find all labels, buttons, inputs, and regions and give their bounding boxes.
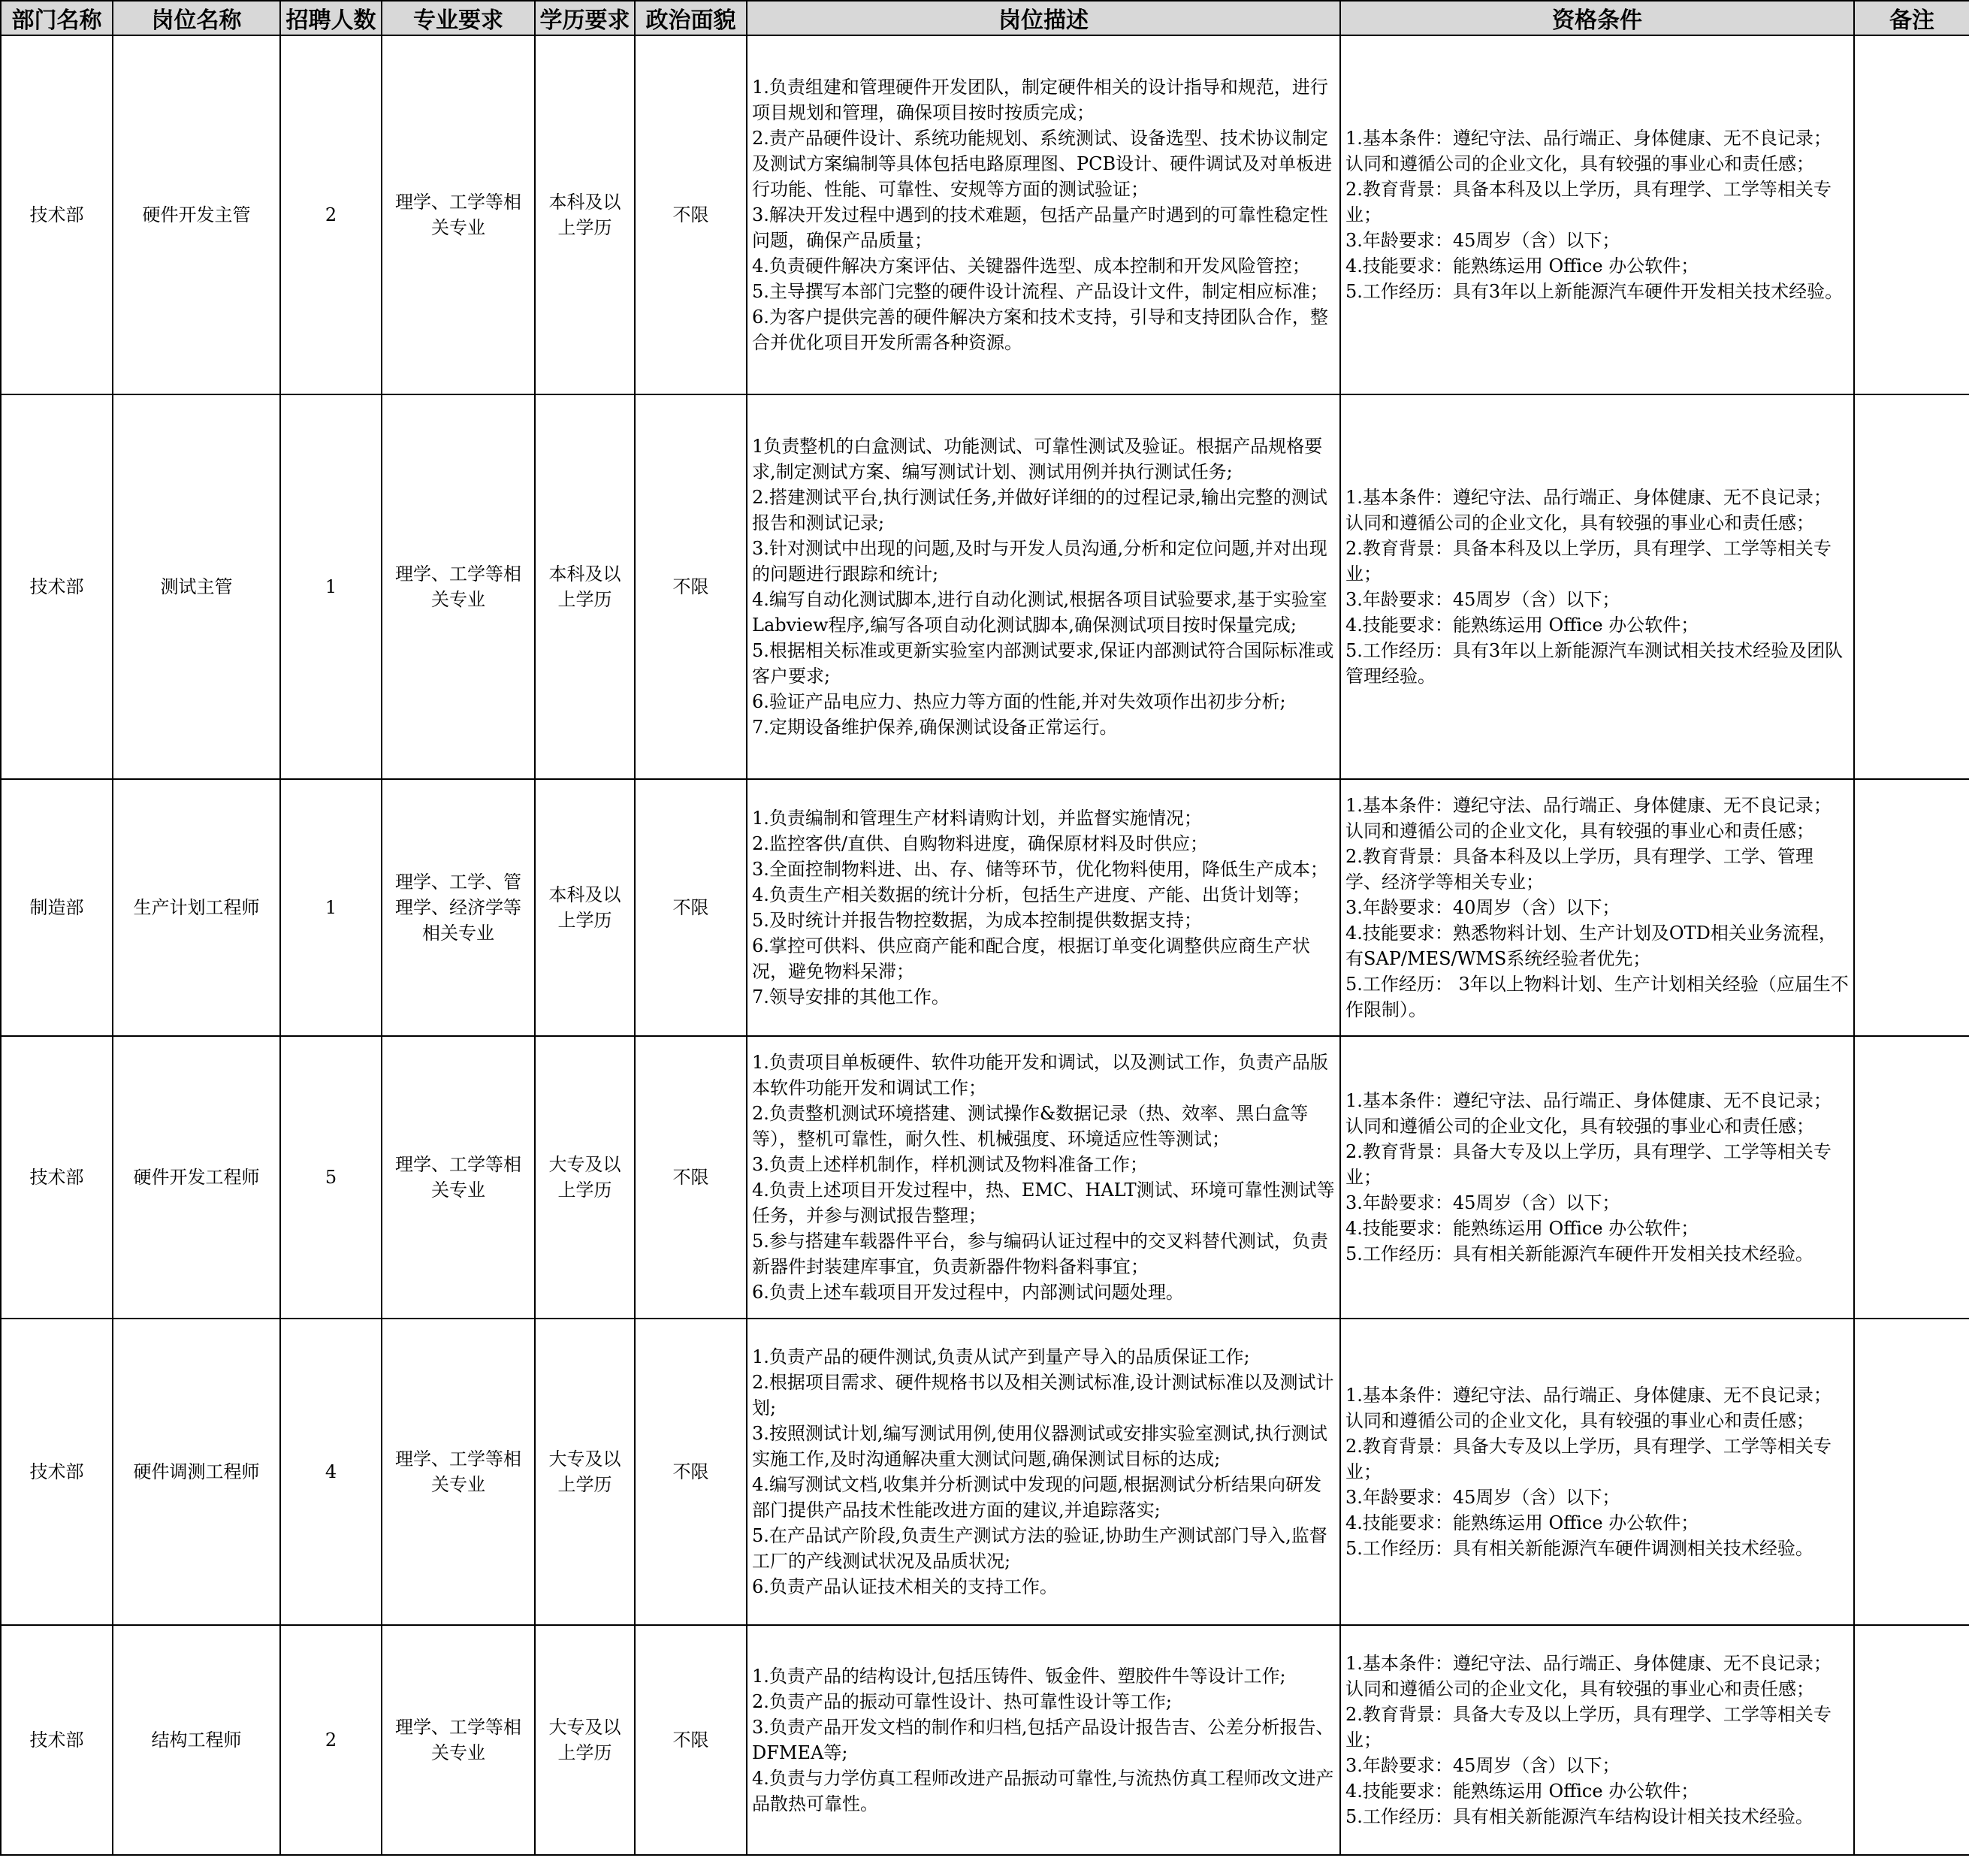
qualification-line: 1.基本条件：遵纪守法、品行端正、身体健康、无不良记录；认同和遵循公司的企业文化，具有较强的事业心和责任感；	[1345, 1090, 1832, 1137]
description-line: 6.验证产品电应力、热应力等方面的性能,并对失效项作出初步分析;	[752, 691, 1286, 712]
major-cell: 理学、工学等相关专业	[382, 1625, 535, 1855]
table-row	[1, 35, 1969, 394]
major-cell: 理学、工学等相关专业	[382, 35, 535, 394]
description-line: 5.根据相关标准或更新实验室内部测试要求,保证内部测试符合国际标准或客户要求;	[752, 640, 1334, 687]
description-line: 3.全面控制物料进、出、存、储等环节，优化物料使用，降低生产成本；	[752, 859, 1328, 880]
headcount-cell: 4	[280, 1319, 382, 1625]
education-cell: 大专及以上学历	[535, 1625, 635, 1855]
description-line: 7.领导安排的其他工作。	[752, 986, 950, 1007]
political-cell: 不限	[635, 394, 747, 779]
description-line: 3.解决开发过程中遇到的技术难题，包括产品量产时遇到的可靠性稳定性问题，确保产品质量；	[752, 204, 1328, 251]
political-cell: 不限	[635, 35, 747, 394]
qualification-line: 4.技能要求：能熟练运用 Office 办公软件；	[1345, 1781, 1699, 1802]
description-cell	[747, 779, 1340, 1036]
header-department: 部门名称	[1, 1, 113, 35]
qualification-line: 2.教育背景：具备大专及以上学历，具有理学、工学等相关专业；	[1345, 1436, 1832, 1482]
department-cell: 技术部	[1, 1036, 113, 1319]
remark-cell	[1854, 779, 1969, 1036]
qualification-line: 1.基本条件：遵纪守法、品行端正、身体健康、无不良记录；认同和遵循公司的企业文化，具有较强的事业心和责任感；	[1345, 795, 1832, 841]
political-cell: 不限	[635, 1036, 747, 1319]
headcount-cell: 2	[280, 35, 382, 394]
table-row	[1, 779, 1969, 1036]
description-cell	[747, 1319, 1340, 1625]
qualification-line: 3.年龄要求：45周岁（含）以下；	[1345, 1487, 1620, 1508]
qualifications-cell	[1340, 35, 1854, 394]
qualification-line: 2.教育背景：具备本科及以上学历，具有理学、工学等相关专业；	[1345, 179, 1832, 225]
description-line: 5.参与搭建车载器件平台，参与编码认证过程中的交叉料替代测试，负责新器件封装建库事宜，负责新器件物料备料事宜；	[752, 1231, 1328, 1277]
education-cell: 本科及以上学历	[535, 35, 635, 394]
qualifications-cell	[1340, 1036, 1854, 1319]
education-cell: 本科及以上学历	[535, 394, 635, 779]
description-line: 3.按照测试计划,编写测试用例,使用仪器测试或安排实验室测试,执行测试实施工作,及时沟通解决重大测试问题,确保测试目标的达成;	[752, 1423, 1327, 1470]
department-cell: 技术部	[1, 394, 113, 779]
qualifications-cell	[1340, 394, 1854, 779]
description-line: 4.负责生产相关数据的统计分析，包括生产进度、产能、出货计划等；	[752, 884, 1310, 905]
description-line: 2.负责整机测试环境搭建、测试操作&数据记录（热、效率、黑白盒等等），整机可靠性，耐久性、机械强度、环境适应性等测试；	[752, 1103, 1309, 1149]
qualification-line: 3.年龄要求：45周岁（含）以下；	[1345, 230, 1620, 251]
header-row	[1, 1, 1969, 35]
qualification-line: 1.基本条件：遵纪守法、品行端正、身体健康、无不良记录；认同和遵循公司的企业文化，具有较强的事业心和责任感；	[1345, 128, 1832, 174]
qualification-line: 4.技能要求：能熟练运用 Office 办公软件；	[1345, 255, 1699, 276]
education-cell: 本科及以上学历	[535, 779, 635, 1036]
header-remark: 备注	[1854, 1, 1969, 35]
description-line: 1负责整机的白盒测试、功能测试、可靠性测试及验证。根据产品规格要求,制定测试方案、编写测试计划、测试用例并执行测试任务;	[752, 436, 1323, 482]
description-line: 2.监控客供/直供、自购物料进度，确保原材料及时供应；	[752, 833, 1208, 854]
qualification-line: 4.技能要求：能熟练运用 Office 办公软件；	[1345, 615, 1699, 636]
major-cell: 理学、工学等相关专业	[382, 1319, 535, 1625]
description-line: 3.针对测试中出现的问题,及时与开发人员沟通,分析和定位问题,并对出现的问题进行跟踪和统计;	[752, 538, 1327, 585]
description-line: 7.定期设备维护保养,确保测试设备正常运行。	[752, 717, 1118, 738]
position-cell: 硬件开发工程师	[113, 1036, 280, 1319]
headcount-cell: 1	[280, 779, 382, 1036]
qualification-line: 5.工作经历：具有3年以上新能源汽车测试相关技术经验及团队管理经验。	[1345, 640, 1844, 687]
description-line: 5.主导撰写本部门完整的硬件设计流程、产品设计文件，制定相应标准；	[752, 281, 1328, 302]
header-position: 岗位名称	[113, 1, 280, 35]
qualification-line: 4.技能要求：能熟练运用 Office 办公软件；	[1345, 1512, 1699, 1533]
description-line: 1.负责产品的硬件测试,负责从试产到量产导入的品质保证工作;	[752, 1346, 1250, 1367]
description-line: 2.根据项目需求、硬件规格书以及相关测试标准,设计测试标准以及测试计划;	[752, 1372, 1334, 1418]
qualifications-cell	[1340, 779, 1854, 1036]
qualification-line: 3.年龄要求：45周岁（含）以下；	[1345, 589, 1620, 610]
description-cell	[747, 394, 1340, 779]
header-qualifications: 资格条件	[1340, 1, 1854, 35]
political-cell: 不限	[635, 1319, 747, 1625]
position-cell: 结构工程师	[113, 1625, 280, 1855]
department-cell: 技术部	[1, 1625, 113, 1855]
remark-cell	[1854, 35, 1969, 394]
description-line: 3.负责上述样机制作，样机测试及物料准备工作；	[752, 1154, 1148, 1175]
position-cell: 生产计划工程师	[113, 779, 280, 1036]
description-line: 6.为客户提供完善的硬件解决方案和技术支持，引导和支持团队合作，整合并优化项目开发所需各种资源。	[752, 307, 1328, 353]
major-cell: 理学、工学等相关专业	[382, 1036, 535, 1319]
description-line: 6.掌控可供料、供应商产能和配合度，根据订单变化调整供应商生产状况，避免物料呆滞；	[752, 935, 1310, 982]
description-line: 2.负责产品的振动可靠性设计、热可靠性设计等工作;	[752, 1691, 1172, 1712]
qualification-line: 2.教育背景：具备大专及以上学历，具有理学、工学等相关专业；	[1345, 1141, 1832, 1188]
description-line: 4.负责硬件解决方案评估、关键器件选型、成本控制和开发风险管控；	[752, 255, 1310, 276]
qualification-line: 5.工作经历：具有相关新能源汽车硬件调测相关技术经验。	[1345, 1538, 1813, 1559]
header-major: 专业要求	[382, 1, 535, 35]
header-political: 政治面貌	[635, 1, 747, 35]
qualifications-cell	[1340, 1319, 1854, 1625]
table-row	[1, 394, 1969, 779]
remark-cell	[1854, 1319, 1969, 1625]
description-cell	[747, 1036, 1340, 1319]
description-line: 4.编写自动化测试脚本,进行自动化测试,根据各项目试验要求,基于实验室Labview程序,编写各项自动化测试脚本,确保测试项目按时保量完成;	[752, 589, 1327, 636]
header-description: 岗位描述	[747, 1, 1340, 35]
description-line: 4.负责上述项目开发过程中，热、EMC、HALT测试、环境可靠性测试等任务，并参与测试报告整理；	[752, 1180, 1335, 1226]
table-row	[1, 1625, 1969, 1855]
qualification-line: 2.教育背景：具备大专及以上学历，具有理学、工学等相关专业；	[1345, 1704, 1832, 1751]
qualification-line: 3.年龄要求：45周岁（含）以下；	[1345, 1755, 1620, 1776]
qualification-line: 5.工作经历：具有3年以上新能源汽车硬件开发相关技术经验。	[1345, 281, 1844, 302]
description-line: 1.负责产品的结构设计,包括压铸件、钣金件、塑胶件牛等设计工作;	[752, 1666, 1286, 1687]
table-row	[1, 1319, 1969, 1625]
department-cell: 技术部	[1, 35, 113, 394]
header-education: 学历要求	[535, 1, 635, 35]
qualification-line: 4.技能要求：能熟练运用 Office 办公软件；	[1345, 1218, 1699, 1239]
headcount-cell: 5	[280, 1036, 382, 1319]
description-line: 3.负责产品开发文档的制作和归档,包括产品设计报告吉、公差分析报告、DFMEA等;	[752, 1717, 1334, 1763]
qualification-line: 2.教育背景：具备本科及以上学历，具有理学、工学、管理学、经济学等相关专业；	[1345, 846, 1813, 893]
description-line: 2.责产品硬件设计、系统功能规划、系统测试、设备选型、技术协议制定及测试方案编制等具体包括电路原理图、PCB设计、硬件调试及对单板进行功能、性能、可靠性、安规等方面的测试验证；	[752, 128, 1333, 200]
qualification-line: 1.基本条件：遵纪守法、品行端正、身体健康、无不良记录；认同和遵循公司的企业文化，具有较强的事业心和责任感；	[1345, 487, 1832, 533]
qualification-line: 1.基本条件：遵纪守法、品行端正、身体健康、无不良记录；认同和遵循公司的企业文化，具有较强的事业心和责任感；	[1345, 1385, 1832, 1431]
remark-cell	[1854, 394, 1969, 779]
qualification-line: 4.技能要求：熟悉物料计划、生产计划及OTD相关业务流程，有SAP/MES/WMS系统经验者优先；	[1345, 923, 1837, 969]
position-cell: 测试主管	[113, 394, 280, 779]
description-line: 5.在产品试产阶段,负责生产测试方法的验证,协助生产测试部门导入,监督工厂的产线测试状况及品质状况;	[752, 1525, 1327, 1572]
position-cell: 硬件开发主管	[113, 35, 280, 394]
description-line: 2.搭建测试平台,执行测试任务,并做好详细的的过程记录,输出完整的测试报告和测试记录;	[752, 487, 1327, 533]
qualification-line: 5.工作经历：具有相关新能源汽车结构设计相关技术经验。	[1345, 1806, 1813, 1827]
major-cell: 理学、工学等相关专业	[382, 394, 535, 779]
qualification-line: 5.工作经历： 3年以上物料计划、生产计划相关经验（应届生不作限制）。	[1345, 974, 1849, 1020]
description-line: 6.负责产品认证技术相关的支持工作。	[752, 1576, 1058, 1597]
description-line: 5.及时统计并报告物控数据，为成本控制提供数据支持；	[752, 910, 1202, 931]
qualifications-cell	[1340, 1625, 1854, 1855]
department-cell: 技术部	[1, 1319, 113, 1625]
remark-cell	[1854, 1036, 1969, 1319]
qualification-line: 1.基本条件：遵纪守法、品行端正、身体健康、无不良记录；认同和遵循公司的企业文化，具有较强的事业心和责任感；	[1345, 1653, 1832, 1699]
description-line: 1.负责项目单板硬件、软件功能开发和调试，以及测试工作，负责产品版本软件功能开发和调试工作；	[752, 1052, 1328, 1098]
position-cell: 硬件调测工程师	[113, 1319, 280, 1625]
header-headcount: 招聘人数	[280, 1, 382, 35]
description-line: 4.编写测试文档,收集并分析测试中发现的问题,根据测试分析结果向研发部门提供产品技术性能改进方面的建议,并追踪落实;	[752, 1474, 1322, 1521]
description-line: 6.负责上述车载项目开发过程中，内部测试问题处理。	[752, 1282, 1184, 1303]
qualification-line: 2.教育背景：具备本科及以上学历，具有理学、工学等相关专业；	[1345, 538, 1832, 585]
department-cell: 制造部	[1, 779, 113, 1036]
major-cell: 理学、工学、管理学、经济学等相关专业	[382, 779, 535, 1036]
political-cell: 不限	[635, 1625, 747, 1855]
qualification-line: 3.年龄要求：40周岁（含）以下；	[1345, 897, 1620, 918]
education-cell: 大专及以上学历	[535, 1319, 635, 1625]
qualification-line: 5.工作经历：具有相关新能源汽车硬件开发相关技术经验。	[1345, 1243, 1813, 1264]
description-line: 4.负责与力学仿真工程师改进产品振动可靠性,与流热仿真工程师改文进产品散热可靠性。	[752, 1768, 1334, 1814]
political-cell: 不限	[635, 779, 747, 1036]
description-cell	[747, 35, 1340, 394]
description-line: 1.负责组建和管理硬件开发团队，制定硬件相关的设计指导和规范，进行项目规划和管理，确保项目按时按质完成；	[752, 77, 1328, 123]
qualification-line: 3.年龄要求：45周岁（含）以下；	[1345, 1192, 1620, 1213]
table-row	[1, 1036, 1969, 1319]
headcount-cell: 1	[280, 394, 382, 779]
remark-cell	[1854, 1625, 1969, 1855]
education-cell: 大专及以上学历	[535, 1036, 635, 1319]
description-line: 1.负责编制和管理生产材料请购计划，并监督实施情况；	[752, 808, 1202, 829]
headcount-cell: 2	[280, 1625, 382, 1855]
description-cell	[747, 1625, 1340, 1855]
